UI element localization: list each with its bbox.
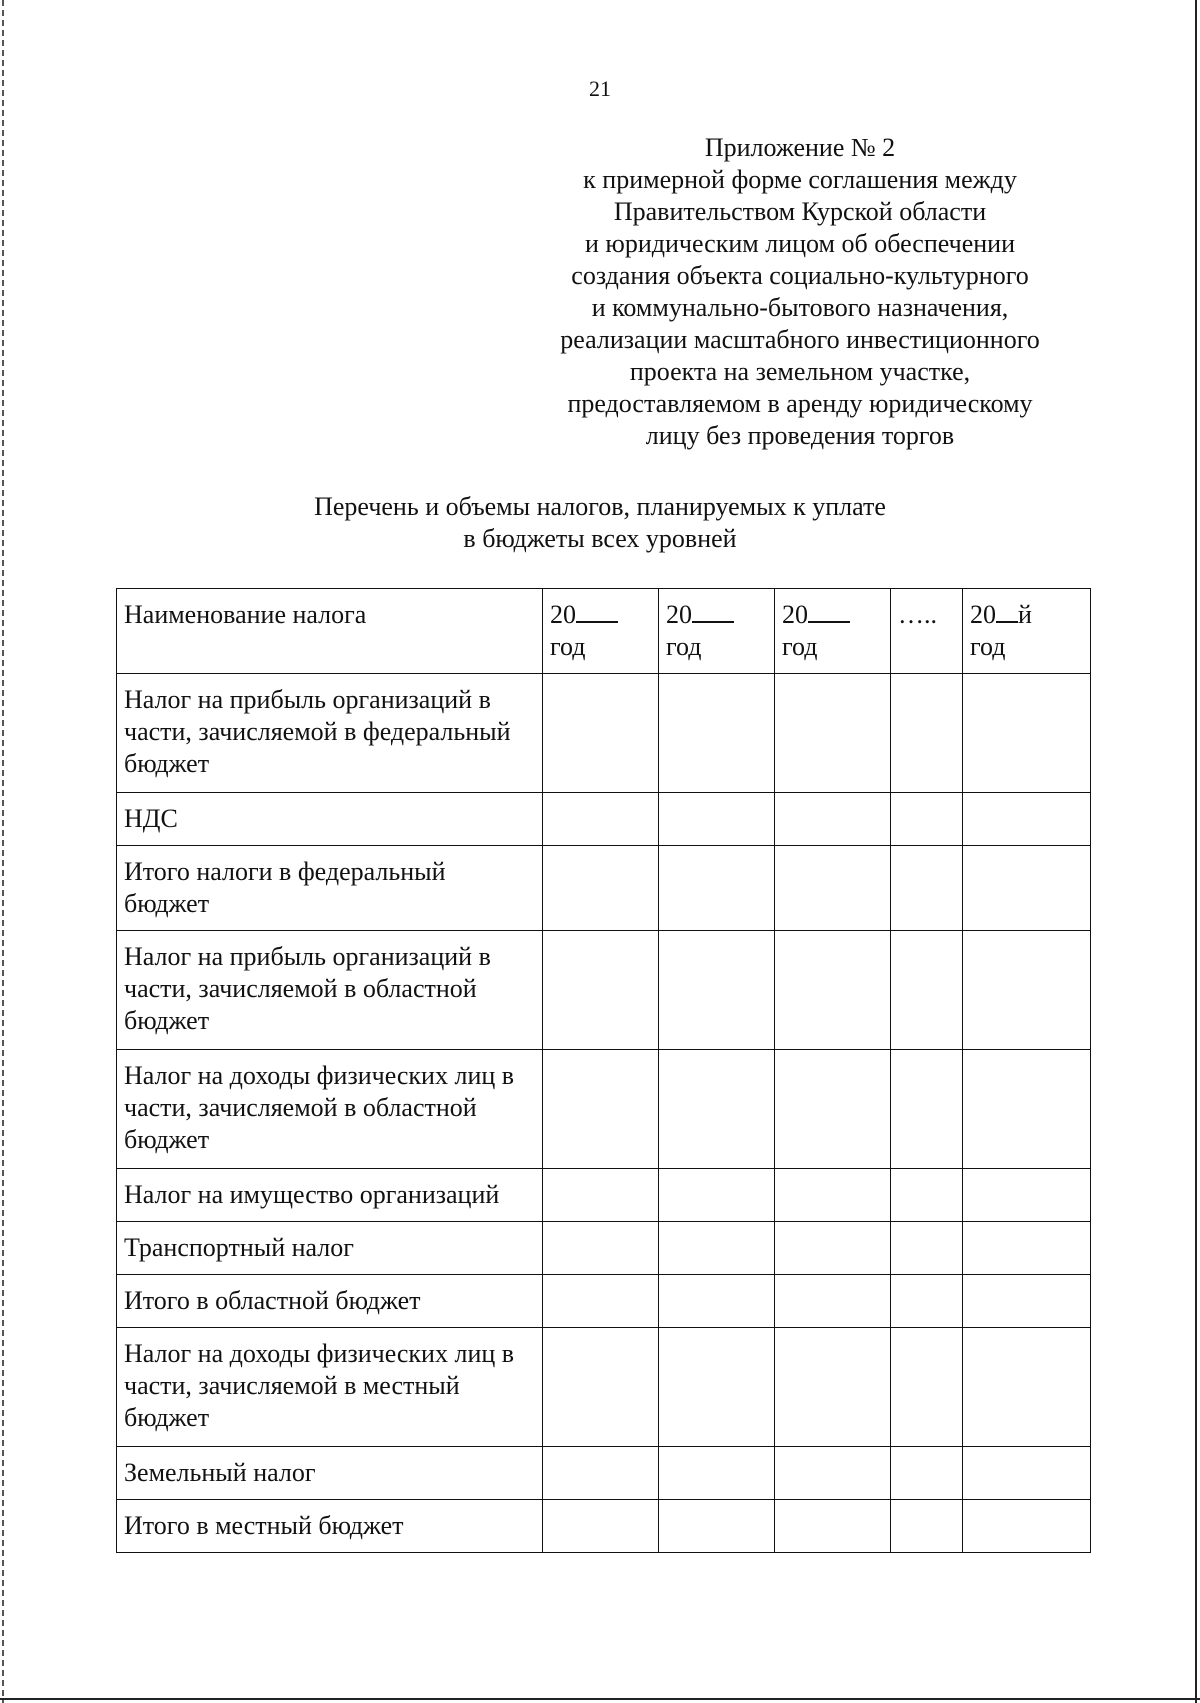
table-row <box>117 846 1091 931</box>
value-cell <box>543 1222 659 1275</box>
value-cell <box>775 1050 891 1169</box>
tax-name-cell: Земельный налог <box>117 1447 543 1500</box>
appendix-line: предоставляемом в аренду юридическому <box>567 389 1033 418</box>
taxes-table <box>116 588 1091 1553</box>
value-cell <box>775 1169 891 1222</box>
value-cell <box>775 1447 891 1500</box>
tax-name-cell: Налог на прибыль организаций в части, зачисляемой в областной бюджет <box>117 931 543 1050</box>
value-cell <box>659 1328 775 1447</box>
value-cell <box>543 1447 659 1500</box>
value-cell <box>963 1275 1091 1328</box>
appendix-line: к примерной форме соглашения между <box>583 165 1017 194</box>
header-year-last <box>963 589 1091 674</box>
year-word: год <box>666 632 702 661</box>
table-row <box>117 931 1091 1050</box>
value-cell <box>543 931 659 1050</box>
tax-name-cell: Итого налоги в федеральный бюджет <box>117 846 543 931</box>
year-blank <box>576 599 618 623</box>
year-word: год <box>970 632 1006 661</box>
value-cell <box>543 793 659 846</box>
value-cell <box>891 1222 963 1275</box>
tax-name-cell: Налог на прибыль организаций в части, зачисляемой в федеральный бюджет <box>117 674 543 793</box>
page-number: 21 <box>589 76 611 101</box>
value-cell <box>543 1169 659 1222</box>
value-cell <box>891 1050 963 1169</box>
value-cell <box>891 1447 963 1500</box>
value-cell <box>543 1500 659 1553</box>
value-cell <box>891 1169 963 1222</box>
tax-name-cell: Налог на доходы физических лиц в части, зачисляемой в местный бюджет <box>117 1328 543 1447</box>
value-cell <box>775 931 891 1050</box>
appendix-line: реализации масштабного инвестиционного <box>560 325 1040 354</box>
value-cell <box>659 1447 775 1500</box>
value-cell <box>659 1222 775 1275</box>
year-prefix: 20 <box>666 600 692 629</box>
header-year-2 <box>659 589 775 674</box>
tax-name-cell: Транспортный налог <box>117 1222 543 1275</box>
value-cell <box>891 846 963 931</box>
year-blank <box>692 599 734 623</box>
value-cell <box>659 793 775 846</box>
value-cell <box>891 793 963 846</box>
value-cell <box>659 931 775 1050</box>
appendix-line: создания объекта социально-культурного <box>571 261 1029 290</box>
year-prefix: 20 <box>550 600 576 629</box>
tax-name-cell: Итого в областной бюджет <box>117 1275 543 1328</box>
value-cell <box>659 1169 775 1222</box>
value-cell <box>963 846 1091 931</box>
appendix-line: проекта на земельном участке, <box>629 357 971 386</box>
header-year-3 <box>775 589 891 674</box>
document-title <box>200 491 1000 555</box>
value-cell <box>775 1222 891 1275</box>
tax-name-cell: НДС <box>117 793 543 846</box>
value-cell <box>659 1275 775 1328</box>
table-row <box>117 1500 1091 1553</box>
value-cell <box>775 793 891 846</box>
appendix-line: и коммунально-бытового назначения, <box>591 293 1009 322</box>
scan-edge-bottom <box>0 1698 1200 1700</box>
appendix-line: и юридическим лицом об обеспечении <box>585 229 1015 258</box>
value-cell <box>659 846 775 931</box>
header-year-1 <box>543 589 659 674</box>
value-cell <box>963 674 1091 793</box>
value-cell <box>891 931 963 1050</box>
table-row <box>117 1275 1091 1328</box>
table-row <box>117 1447 1091 1500</box>
value-cell <box>963 1050 1091 1169</box>
value-cell <box>659 1500 775 1553</box>
value-cell <box>963 793 1091 846</box>
scan-edge-left <box>2 0 4 1703</box>
value-cell <box>659 1050 775 1169</box>
table-row <box>117 1222 1091 1275</box>
value-cell <box>963 1328 1091 1447</box>
value-cell <box>891 1500 963 1553</box>
appendix-line: Приложение № 2 <box>704 133 896 162</box>
value-cell <box>543 1275 659 1328</box>
table-row <box>117 1328 1091 1447</box>
value-cell <box>963 1222 1091 1275</box>
table-header-row <box>117 589 1091 674</box>
value-cell <box>775 1275 891 1328</box>
value-cell <box>659 674 775 793</box>
tax-name-cell: Налог на доходы физических лиц в части, зачисляемой в областной бюджет <box>117 1050 543 1169</box>
year-word: год <box>782 632 818 661</box>
year-prefix: 20 <box>782 600 808 629</box>
year-suffix: й <box>1018 600 1032 629</box>
value-cell <box>963 1169 1091 1222</box>
value-cell <box>963 1500 1091 1553</box>
value-cell <box>543 846 659 931</box>
tax-name-cell: Налог на имущество организаций <box>117 1169 543 1222</box>
scan-edge-right <box>1195 0 1197 1703</box>
title-line-1: Перечень и объемы налогов, планируемых к уплате <box>314 492 886 521</box>
table-row <box>117 1169 1091 1222</box>
year-blank <box>808 599 850 623</box>
header-tax-name: Наименование налога <box>117 589 543 674</box>
value-cell <box>775 1328 891 1447</box>
table-row <box>117 793 1091 846</box>
header-ellipsis: ….. <box>891 589 963 674</box>
appendix-header <box>520 132 1080 452</box>
value-cell <box>963 931 1091 1050</box>
value-cell <box>891 674 963 793</box>
year-prefix: 20 <box>970 600 996 629</box>
title-line-2: в бюджеты всех уровней <box>463 524 737 553</box>
year-word: год <box>550 632 586 661</box>
value-cell <box>543 674 659 793</box>
appendix-line: лицу без проведения торгов <box>645 421 955 450</box>
value-cell <box>891 1328 963 1447</box>
value-cell <box>963 1447 1091 1500</box>
value-cell <box>543 1050 659 1169</box>
value-cell <box>775 674 891 793</box>
value-cell <box>775 1500 891 1553</box>
value-cell <box>891 1275 963 1328</box>
table-row <box>117 1050 1091 1169</box>
value-cell <box>775 846 891 931</box>
value-cell <box>543 1328 659 1447</box>
table-row <box>117 674 1091 793</box>
appendix-line: Правительством Курской области <box>613 197 987 226</box>
year-blank <box>996 599 1018 623</box>
tax-name-cell: Итого в местный бюджет <box>117 1500 543 1553</box>
